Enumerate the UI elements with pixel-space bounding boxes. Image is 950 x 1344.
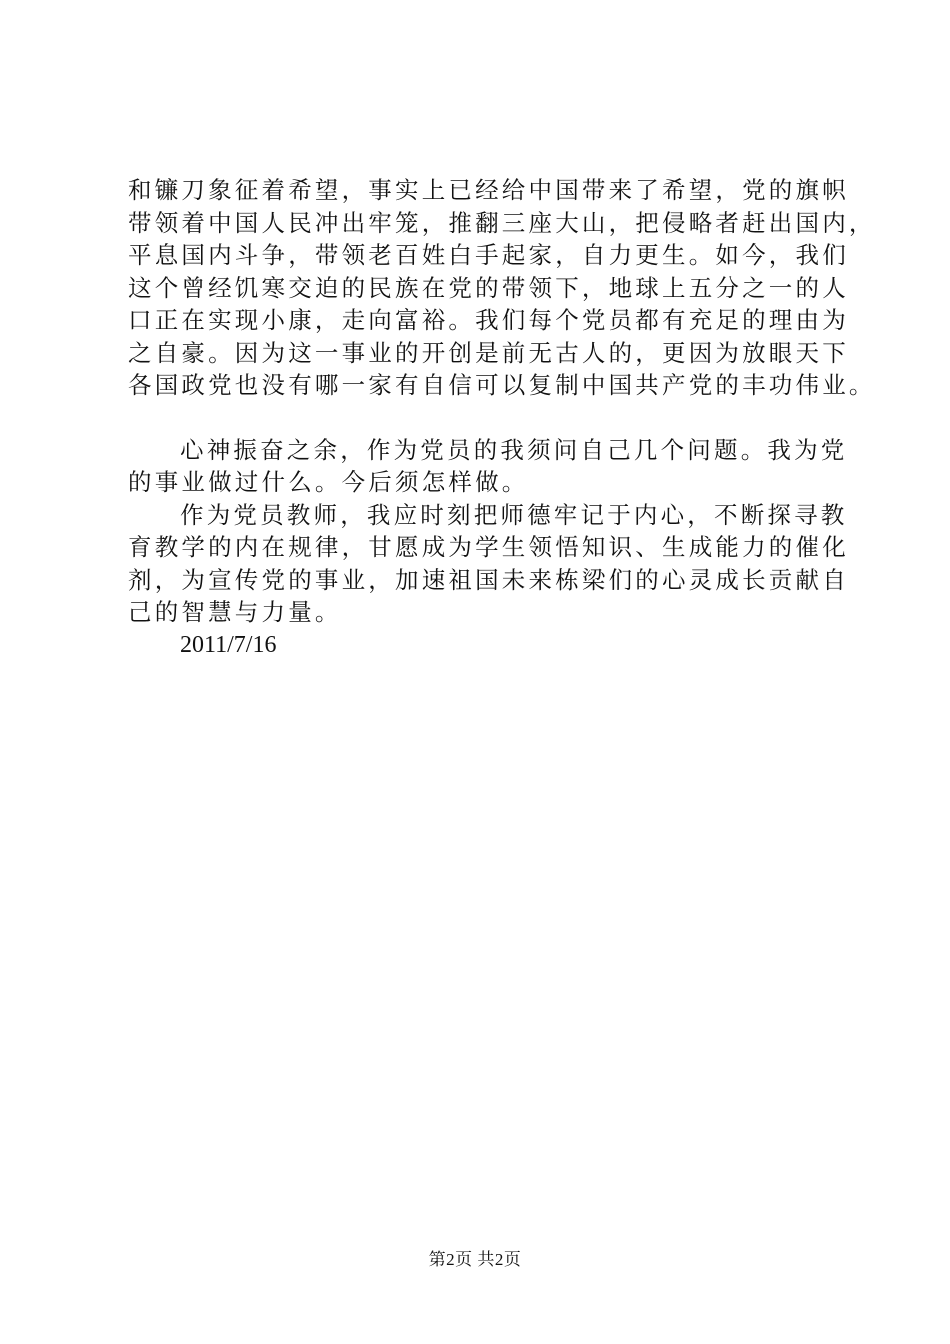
paragraph-1-line: 口正在实现小康，走向富裕。我们每个党员都有充足的理由为 (128, 306, 849, 334)
paragraph-3-line: 剂，为宣传党的事业，加速祖国未来栋梁们的心灵成长贡献自 (128, 565, 849, 594)
document-date: 2011/7/16 (180, 631, 277, 658)
paragraph-1-line: 之自豪。因为这一事业的开创是前无古人的，更因为放眼天下 (128, 338, 849, 367)
paragraph-1-line: 各国政党也没有哪一家有自信可以复制中国共产党的丰功伟业。 (128, 371, 876, 399)
document-body (128, 174, 876, 661)
paragraph-3-line: 作为党员教师，我应时刻把师德牢记于内心，不断探寻教 (180, 500, 848, 529)
paragraph-3-line: 己的智慧与力量。 (128, 598, 342, 626)
paragraph-1-line: 平息国内斗争，带领老百姓白手起家，自力更生。如今，我们 (128, 241, 849, 269)
page-number-footer: 第2页 共2页 (428, 1250, 522, 1269)
paragraph-2-line: 的事业做过什么。今后须怎样做。 (128, 468, 529, 496)
paragraph-1-line: 这个曾经饥寒交迫的民族在党的带领下，地球上五分之一的人 (128, 273, 849, 302)
paragraph-3-line: 育教学的内在规律，甘愿成为学生领悟知识、生成能力的催化 (128, 533, 849, 561)
paragraph-1-line: 和镰刀象征着希望，事实上已经给中国带来了希望，党的旗帜 (128, 176, 849, 204)
paragraph-1-line: 带领着中国人民冲出牢笼，推翻三座大山，把侵略者赶出国内， (128, 208, 876, 237)
paragraph-2-line: 心神振奋之余，作为党员的我须问自己几个问题。我为党 (180, 435, 848, 464)
paragraph-spacer (128, 402, 848, 434)
